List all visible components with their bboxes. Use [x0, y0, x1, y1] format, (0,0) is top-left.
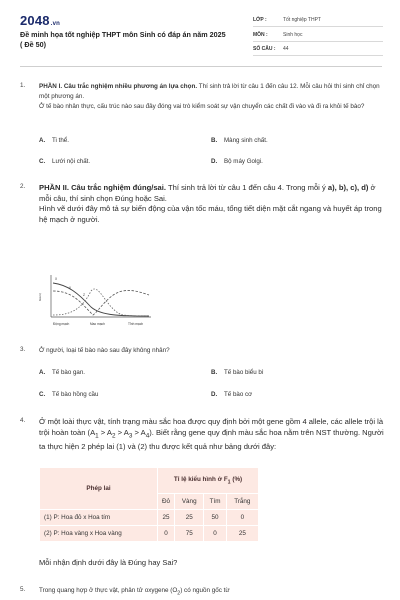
option-d[interactable]: D. Bộ máy Golgi.: [211, 158, 263, 165]
header-divider: [20, 66, 382, 67]
question-number: 4.: [20, 417, 26, 424]
table-row: (2) P: Hoa vàng x Hoa vàng 0 75 0 25: [40, 526, 259, 542]
page-header: [0, 0, 400, 66]
curve-label-y: Y: [69, 286, 72, 290]
question-1: [20, 82, 385, 182]
document-title: Đề minh họa tốt nghiệp THPT môn Sinh có đáp án năm 2025 ( Đề 50): [20, 30, 226, 49]
option-b[interactable]: B. Màng sinh chất.: [211, 137, 268, 144]
table-row: (1) P: Hoa đỏ x Hoa tím 25 25 50 0: [40, 510, 259, 526]
x-label-artery: Động mạch: [53, 322, 70, 326]
meta-panel: [253, 14, 383, 58]
question-number: 5.: [20, 586, 26, 593]
curve-x: [53, 283, 149, 316]
cross-results-table: [39, 467, 259, 542]
x-label-vein: Tĩnh mạch: [128, 322, 144, 326]
option-b[interactable]: B. Tế bào biểu bì: [211, 369, 264, 376]
column-header-purple: Tím: [204, 494, 226, 510]
option-d[interactable]: D. Tế bào cơ: [211, 391, 253, 398]
blood-flow-diagram: [33, 271, 183, 333]
option-a[interactable]: A. Ti thể.: [39, 137, 69, 144]
column-header-white: Trắng: [226, 494, 258, 510]
option-c[interactable]: C. Tế bào hồng cầu: [39, 391, 99, 398]
option-c[interactable]: C. Lưới nội chất.: [39, 158, 91, 165]
column-header-yellow: Vàng: [174, 494, 203, 510]
meta-row-class: LỚP : Tốt nghiệp THPT: [253, 14, 383, 27]
x-label-capillary: Mao mạch: [90, 322, 105, 326]
results-table: [39, 467, 259, 542]
column-header-ratio: Tỉ lệ kiểu hình ở $F_1$ (%): [158, 468, 259, 494]
question-4: [20, 417, 385, 465]
question-text: Ở một loài thực vật, tính trạng màu sắc hoa được quy định bởi một gene gồm 4 allele, các allele trội là trội hoàn toàn $(A_1 > A_2 > A_3 > A_4)$. Biết rằng gene quy định màu sắc hoa nằm trên NST thường. Người ta thực hiện 2 phép lai (1) và (2) thu được kết quả như bảng dưới đây:: [39, 417, 384, 451]
column-header-red: Đỏ: [158, 494, 175, 510]
meta-row-subject: MÔN : Sinh học: [253, 29, 383, 42]
option-a[interactable]: A. Tế bào gan.: [39, 369, 86, 376]
question-3: [20, 346, 385, 360]
curve-label-x: X: [55, 277, 58, 281]
question-number: 3.: [20, 346, 26, 353]
curve-label-z: Z: [83, 293, 85, 297]
question-2: [20, 183, 385, 263]
meta-row-count: SỐ CÂU : 44: [253, 43, 383, 56]
blood-flow-figure: [33, 271, 183, 333]
question-number: 1.: [20, 82, 26, 89]
question-text: PHẦN II. Câu trắc nghiệm đúng/sai. Thí sinh trả lời từ câu 1 đến câu 4. Trong mỗi ý a), b), c), d) ở mỗi câu, thí sinh chọn Đúng hoặc Sai. Hình vẽ dưới đây mô tả sự biến động của vận tốc máu, tổng tiết diện mặt cắt ngang và huyết áp trong hệ mạch ở người.: [39, 183, 382, 224]
site-logo[interactable]: 2048.vn: [20, 13, 61, 28]
question-text: Trong quang hợp ở thực vật, phân tử oxygene $(O_2)$ có nguồn gốc từ: [39, 587, 230, 597]
column-header-cross: Phép lai: [40, 468, 158, 510]
question-prompt: Mỗi nhận định dưới đây là Đúng hay Sai?: [39, 558, 178, 567]
question-text: PHẦN I. Câu trắc nghiệm nhiều phương án lựa chọn. Thí sinh trả lời từ câu 1 đến câu 12. Mỗi câu hỏi thí sinh chỉ chọn một phương án. Ở tế bào nhân thực, cấu trúc nào sau đây đóng vai trò kiểm soát sự vận chuyển các chất đi vào và đi ra khỏi tế bào?: [39, 83, 380, 110]
question-number: 2.: [20, 183, 26, 190]
question-5: [20, 586, 385, 598]
y-axis-label: Giá trị: [38, 292, 42, 301]
question-text: Ở người, loại tế bào nào sau đây không nhân?: [39, 347, 170, 354]
